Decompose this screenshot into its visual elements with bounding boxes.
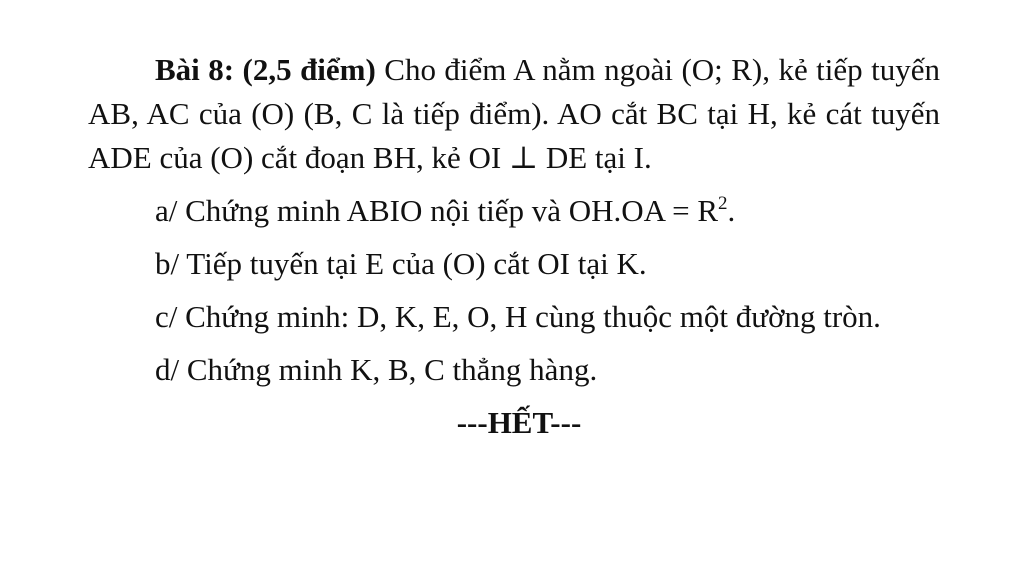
part-b: b/ Tiếp tuyến tại E của (O) cắt OI tại K. xyxy=(155,246,647,281)
end-marker: ---HẾT--- xyxy=(456,405,582,440)
part-a xyxy=(88,189,940,233)
part-d: d/ Chứng minh K, B, C thẳng hàng. xyxy=(155,352,598,387)
part-c: c/ Chứng minh: D, K, E, O, H cùng thuộc một đường tròn. xyxy=(155,299,881,334)
problem-text: Cho điểm A nằm ngoài (O; R), kẻ tiếp tuyến AB, AC của (O) (B, C là tiếp điểm). AO cắt BC tại H, kẻ cát tuyến ADE của (O) cắt đoạn BH, kẻ OI ⊥ DE tại I. xyxy=(88,52,940,175)
problem-label: Bài 8: (2,5 điểm) xyxy=(155,52,376,87)
part-a-text: a/ Chứng minh ABIO nội tiếp và OH.OA = R xyxy=(155,193,718,228)
part-a-end: . xyxy=(727,193,736,228)
part-a-exponent: 2 xyxy=(718,193,728,214)
problem-statement xyxy=(88,48,940,180)
exercise-document xyxy=(88,48,940,476)
